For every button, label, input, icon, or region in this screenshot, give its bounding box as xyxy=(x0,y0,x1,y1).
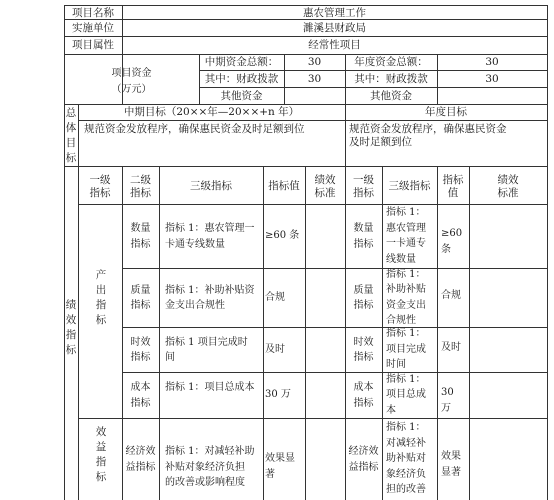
col-level2: 二级 指标 xyxy=(130,174,151,199)
indicator-value-year: ≥60 条 xyxy=(441,228,463,255)
col-line-6 xyxy=(437,166,438,500)
indicator-value-year: 30 万 xyxy=(441,387,454,414)
mid-total-value: 30 xyxy=(307,56,322,68)
col-level3: 三级指标 xyxy=(190,180,232,192)
level2-indicator: 质量 指标 xyxy=(130,284,151,311)
level2-indicator: 数量 指标 xyxy=(130,223,151,250)
level2-indicator: 时效 指标 xyxy=(130,336,151,363)
indicators-side-label: 绩 效 指 标 xyxy=(65,299,77,356)
mid-fiscal-value: 30 xyxy=(307,73,322,85)
level3-indicator-year: 指标 1： 项目完成 时间 xyxy=(386,328,426,371)
row-line-section xyxy=(78,418,547,419)
col-level1: 一级 指标 xyxy=(89,174,111,199)
attribute-value: 经常性项目 xyxy=(308,39,361,51)
row-line xyxy=(122,327,547,328)
col-line-3 xyxy=(305,166,306,500)
row-line xyxy=(122,372,547,373)
unit-label: 实施单位 xyxy=(72,22,114,34)
col-value-year: 指标 值 xyxy=(442,174,464,199)
col-standard-year: 绩效 标准 xyxy=(497,174,519,199)
row-line xyxy=(199,87,547,88)
level3-indicator-year: 指标 1： 项目总成 本 xyxy=(386,373,426,416)
indicator-value: ≥60 条 xyxy=(265,230,300,241)
level2-indicator-year: 成本 指标 xyxy=(353,382,374,409)
row-line xyxy=(64,104,548,105)
indicator-value-year: 及时 xyxy=(441,341,461,353)
year-other-label: 其他资金 xyxy=(370,90,412,102)
level3-indicator-year: 指标 1： 惠农管理 一卡通专 线数量 xyxy=(386,207,426,265)
col-value: 指标值 xyxy=(268,180,300,192)
indicator-value: 及时 xyxy=(265,343,285,355)
level3-indicator: 指标 1 项目完成时 间 xyxy=(165,336,248,363)
year-goal-header: 年度目标 xyxy=(425,106,467,118)
row-line xyxy=(199,70,547,71)
level2-indicator-year: 经济效 益指标 xyxy=(348,446,379,473)
indicator-value: 效果显 著 xyxy=(265,453,295,480)
col-line-5 xyxy=(382,166,383,500)
mid-other-label: 其他资金 xyxy=(220,90,263,102)
row-line xyxy=(64,166,548,167)
project-name-label: 项目名称 xyxy=(72,7,114,19)
mid-total-label: 中期资金总额： xyxy=(204,56,279,68)
level2-indicator: 经济效 益指标 xyxy=(125,446,156,473)
indicator-value: 合规 xyxy=(265,291,285,303)
level2-indicator-year: 数量 指标 xyxy=(353,223,374,250)
project-name-value: 惠农管理工作 xyxy=(303,7,366,19)
row-line xyxy=(64,54,548,55)
indicator-value: 30 万 xyxy=(265,389,291,400)
level3-indicator-year: 指标 1： 补助补贴 资金支出 合规性 xyxy=(386,268,426,326)
output-indicators-label: 产 出 指 标 xyxy=(95,269,107,326)
mid-goal-header: 中期目标（20××年—20××+n 年） xyxy=(123,106,300,118)
level2-indicator-year: 时效 指标 xyxy=(353,336,374,363)
col-line-7 xyxy=(469,166,470,500)
level3-indicator: 指标 1：补助补贴资 金支出合规性 xyxy=(165,284,255,311)
level3-indicator: 指标 1：惠农管理一 卡通专线数量 xyxy=(165,223,255,250)
row-line xyxy=(64,19,548,20)
row-line xyxy=(122,268,547,269)
year-goal-text: 规范资金发放程序，确保惠民资金 及时足额到位 xyxy=(349,123,507,148)
year-fiscal-value: 30 xyxy=(485,73,499,85)
unit-value: 濉溪县财政局 xyxy=(303,22,366,34)
year-total-value: 30 xyxy=(485,56,499,68)
col-standard: 绩效 标准 xyxy=(314,174,336,199)
col-line-side xyxy=(78,166,79,500)
funds-label: 项目资金 （万元） xyxy=(111,68,152,95)
mid-fiscal-label: 其中：财政拨款 xyxy=(204,73,279,85)
level2-indicator-year: 质量 指标 xyxy=(353,284,374,311)
col-line-1 xyxy=(159,166,160,500)
row-line xyxy=(78,204,547,205)
indicator-value-year: 合规 xyxy=(441,289,461,301)
benefit-indicators-label: 效 益 指 标 xyxy=(95,426,107,483)
goals-label: 总 体 目 标 xyxy=(65,107,77,164)
row-line xyxy=(64,36,548,37)
attribute-label: 项目属性 xyxy=(72,39,114,51)
col-level3-year: 三级指标 xyxy=(388,180,431,192)
level3-indicator: 指标 1：对减轻补助 补贴对象经济负担 的改善或影响程度 xyxy=(165,446,255,488)
level3-indicator-year: 指标 1： 对减轻补 助补贴对 象经济负 担的改善 xyxy=(386,422,426,496)
table-border-top xyxy=(64,5,548,6)
year-total-label: 年度资金总额： xyxy=(354,56,428,68)
col-line-2 xyxy=(263,166,264,500)
col-level1-year: 一级 指标 xyxy=(353,174,374,199)
level3-indicator: 指标 1：项目总成本 xyxy=(165,382,255,393)
mid-goal-text: 规范资金发放程序，确保惠民资金及时足额到位 xyxy=(84,123,305,135)
year-fiscal-label: 其中：财政拨款 xyxy=(354,73,428,85)
level2-indicator: 成本 指标 xyxy=(130,382,151,409)
indicator-value-year: 效果 显著 xyxy=(441,451,461,478)
table-border-right xyxy=(547,5,548,500)
row-line xyxy=(78,120,547,121)
